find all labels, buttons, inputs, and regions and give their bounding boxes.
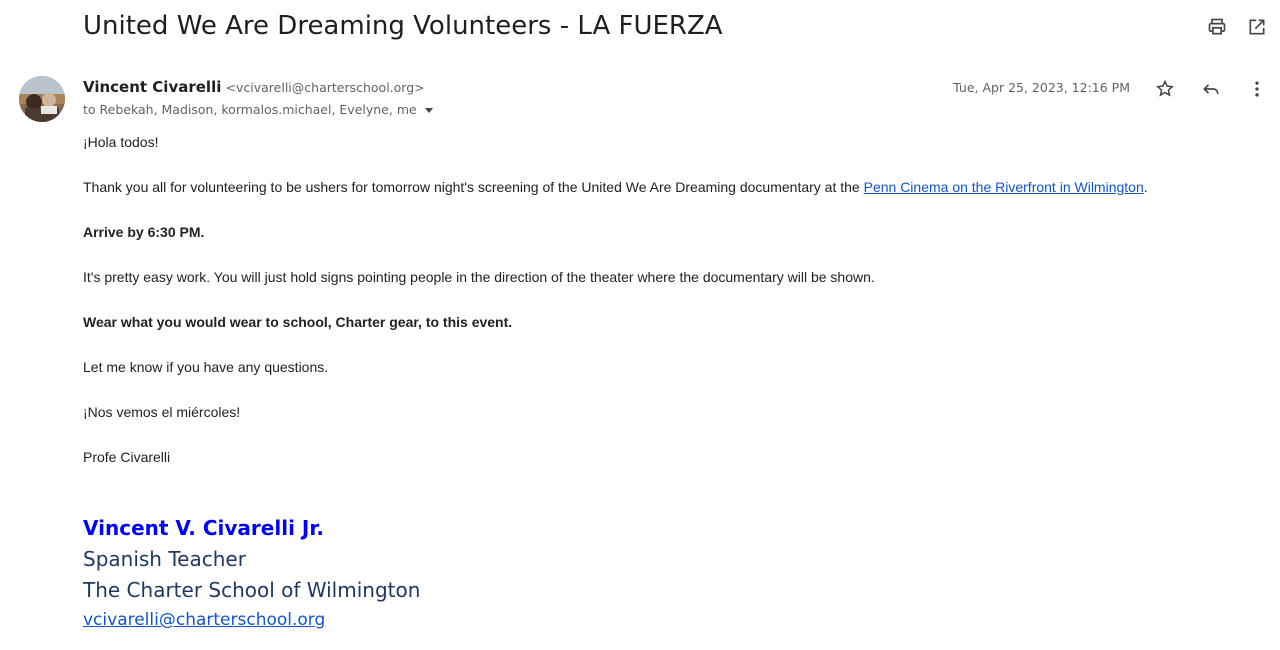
sender-name[interactable]: Vincent Civarelli	[83, 78, 222, 96]
avatar[interactable]	[19, 76, 65, 122]
chevron-down-icon[interactable]	[425, 108, 433, 113]
email-date: Tue, Apr 25, 2023, 12:16 PM	[953, 80, 1130, 95]
signature-name: Vincent V. Civarelli Jr.	[83, 516, 324, 540]
sender-email: <vcivarelli@charterschool.org>	[225, 80, 425, 95]
signature-school: The Charter School of Wilmington	[83, 578, 421, 602]
open-in-new-window-icon[interactable]	[1246, 16, 1268, 38]
location-link[interactable]: Penn Cinema on the Riverfront in Wilmington	[863, 179, 1144, 195]
thank-you-paragraph	[83, 179, 1148, 195]
recipients-line	[83, 102, 433, 117]
paragraph-text: Thank you all for volunteering to be ushers for tomorrow night's screening of the United We Are Dreaming documentary at the	[83, 179, 864, 195]
star-icon[interactable]	[1154, 78, 1176, 100]
signature-email-link[interactable]: vcivarelli@charterschool.org	[83, 610, 326, 630]
signature-title: Spanish Teacher	[83, 547, 246, 571]
print-icon[interactable]	[1206, 16, 1228, 38]
dress-code: Wear what you would wear to school, Charter gear, to this event.	[83, 314, 513, 330]
reply-icon[interactable]	[1200, 78, 1222, 100]
signoff: Profe Civarelli	[83, 449, 171, 465]
sender-line	[83, 78, 425, 96]
more-vert-icon[interactable]	[1246, 78, 1268, 100]
signature	[83, 516, 420, 634]
paragraph-period: .	[1143, 179, 1148, 195]
work-paragraph: It's pretty easy work. You will just hold signs pointing people in the direction of the theater where the documentary will be shown.	[83, 269, 875, 285]
message-actions	[1154, 78, 1268, 100]
thread-actions	[1206, 16, 1268, 38]
greeting: ¡Hola todos!	[83, 134, 159, 150]
farewell: ¡Nos vemos el miércoles!	[83, 404, 241, 420]
email-subject: United We Are Dreaming Volunteers - LA FUERZA	[83, 11, 723, 41]
recipients: to Rebekah, Madison, kormalos.michael, Evelyne, me	[83, 102, 417, 117]
arrive-time: Arrive by 6:30 PM.	[83, 224, 205, 240]
questions-paragraph: Let me know if you have any questions.	[83, 359, 329, 375]
